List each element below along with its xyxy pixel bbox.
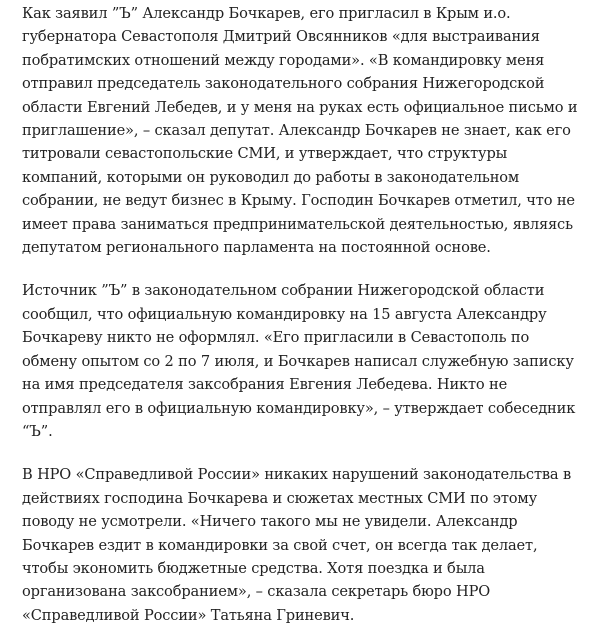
article-paragraph-1: Как заявил ”Ъ” Александр Бочкарев, его пригласил в Крым и.о. губернатора Севастополя Дмитрий Овсянников «для выстраивания побратимских отношений между городами». «В командировку меня отправил председатель законодательного собрания Нижегородской области Евгений Лебедев, и у меня на руках есть официальное письмо и приглашение», – сказал депутат. Александр Бочкарев не знает, как его титровали севастопольские СМИ, и утверждает, что структуры компаний, которыми он руководил до работы в законодательном собрании, не ведут бизнес в Крыму. Господин Бочкарев отметил, что не имеет права заниматься предпринимательской деятельностью, являясь депутатом регионального парламента на постоянной основе. xyxy=(22,5,578,257)
article-paragraph-3: В НРО «Справедливой России» никаких нарушений законодательства в действиях господина Бочкарева и сюжетах местных СМИ по этому поводу не усмотрели. «Ничего такого мы не увидели. Александр Бочкарев ездит в командировки за свой счет, он всегда так делает, чтобы экономить бюджетные средства. Хотя поездка и была организована заксобранием», – сказала секретарь бюро НРО «Справедливой России» Татьяна Гриневич. xyxy=(22,466,572,624)
article-paragraph-2: Источник ”Ъ” в законодательном собрании Нижегородской области сообщил, что официальную командировку на 15 августа Александру Бочкареву никто не оформлял. «Его пригласили в Севастополь по обмену опытом со 2 по 7 июля, и Бочкарев написал служебную записку на имя председателя заксобрания Евгения Лебедева. Никто не отправлял его в официальную командировку», – утверждает собеседник “Ъ”. xyxy=(22,282,576,440)
